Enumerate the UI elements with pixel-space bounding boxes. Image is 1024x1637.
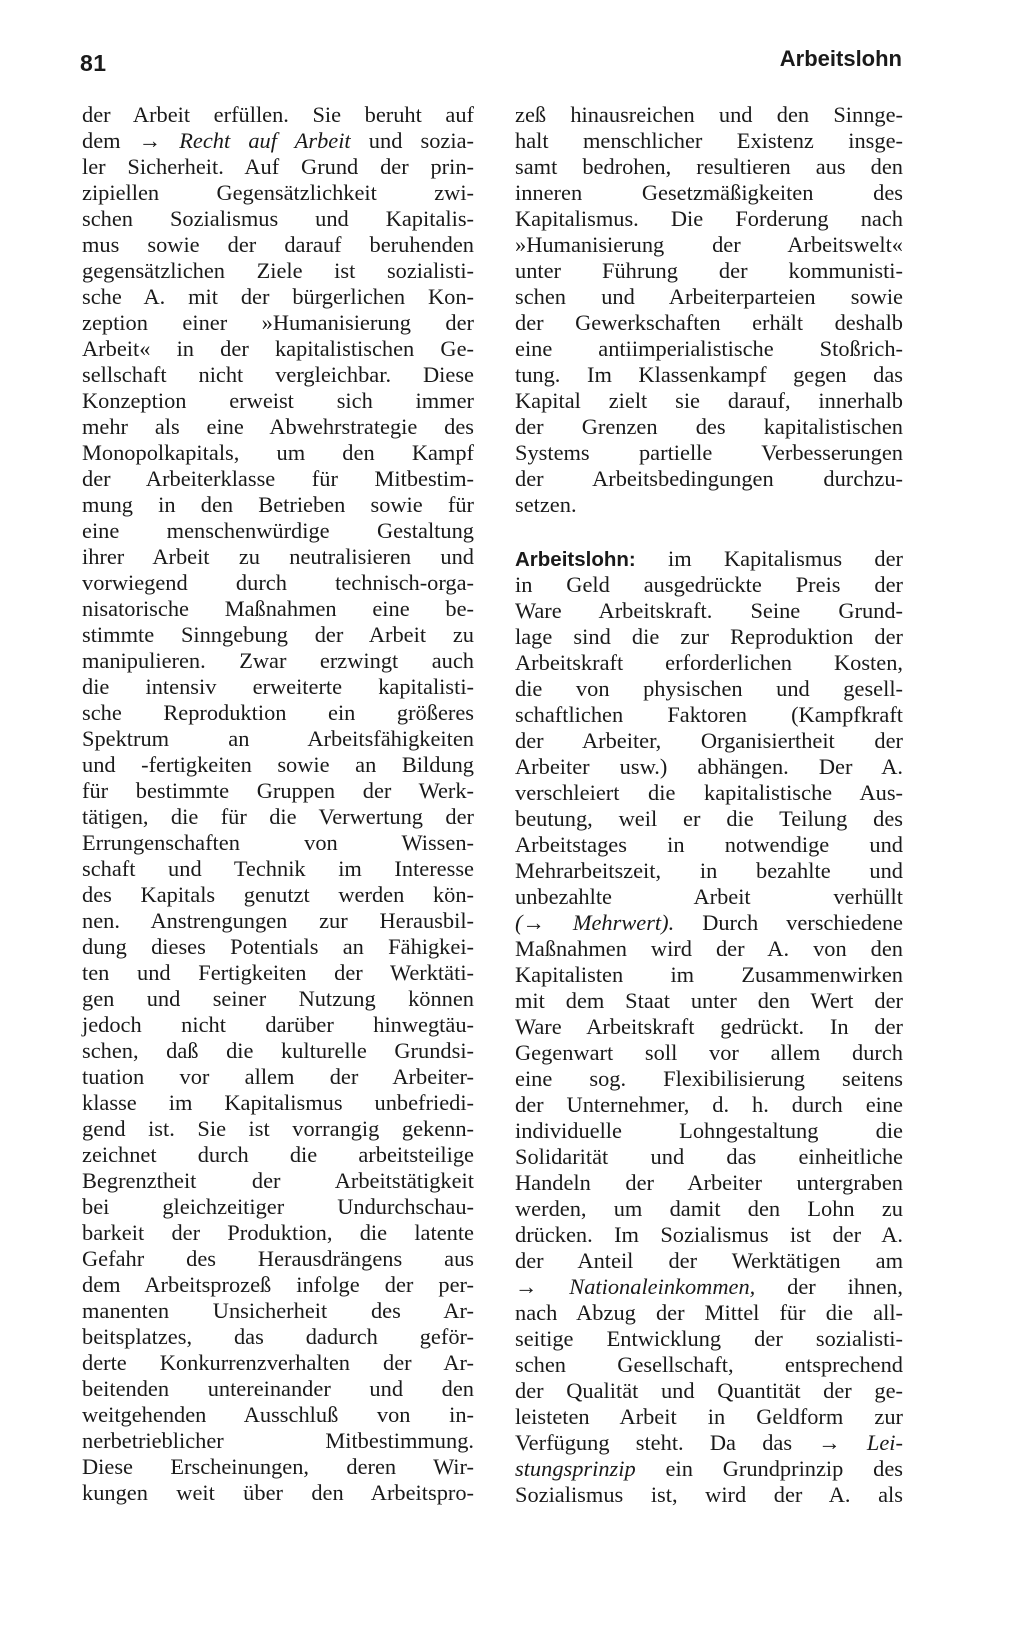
text-line: und -fertigkeiten sowie an Bildung: [82, 752, 474, 777]
text-line: Begrenztheit der Arbeitstätigkeit: [82, 1168, 474, 1193]
text-line: sche A. mit der bürgerlichen Kon-: [82, 284, 474, 309]
left-column: [82, 102, 474, 1506]
text-line: samt bedrohen, resultieren aus den: [515, 154, 903, 179]
text-line: Monopolkapitals, um den Kampf: [82, 440, 474, 465]
text-line: Arbeit« in der kapitalistischen Ge-: [82, 336, 474, 361]
text-line: jedoch nicht darüber hinwegtäu-: [82, 1012, 474, 1037]
text-line: »Humanisierung der Arbeitswelt«: [515, 232, 903, 257]
text-line: verschleiert die kapitalistische Aus-: [515, 780, 903, 805]
text-line: in Geld ausgedrückte Preis der: [515, 572, 903, 597]
text-line: Gegenwart soll vor allem durch: [515, 1040, 903, 1065]
text-line: beitsplatzes, das dadurch geför-: [82, 1324, 474, 1349]
text-line: nach Abzug der Mittel für die all-: [515, 1300, 903, 1325]
text-line: Arbeitstages in notwendige und: [515, 832, 903, 857]
text-line: sellschaft nicht vergleichbar. Diese: [82, 362, 474, 387]
text-line: die intensiv erweiterte kapitalisti-: [82, 674, 474, 699]
text-line: barkeit der Produktion, die latente: [82, 1220, 474, 1245]
text-line: seitige Entwicklung der sozialisti-: [515, 1326, 903, 1351]
cross-reference-leistungsprinzip[interactable]: → Lei-: [818, 1430, 903, 1455]
text-line: Kapitalisten im Zusammenwirken: [515, 962, 903, 987]
text-line: schen Gesellschaft, entsprechend: [515, 1352, 903, 1377]
text-line: beutung, weil er die Teilung des: [515, 806, 903, 831]
text-line: manipulieren. Zwar erzwingt auch: [82, 648, 474, 673]
text-line: eine antiimperialistische Stoßrich-: [515, 336, 903, 361]
text-line: Maßnahmen wird der A. von den: [515, 936, 903, 961]
text-line: mit dem Staat unter den Wert der: [515, 988, 903, 1013]
text-line: werden, um damit den Lohn zu: [515, 1196, 903, 1221]
text-line: Spektrum an Arbeitsfähigkeiten: [82, 726, 474, 751]
page-number: 81: [80, 50, 107, 76]
running-head: Arbeitslohn: [779, 46, 902, 71]
text-line: sche Reproduktion ein größeres: [82, 700, 474, 725]
text-line: lage sind die zur Reproduktion der: [515, 624, 903, 649]
text-line: die von physischen und gesell-: [515, 676, 903, 701]
text-line: nerbetrieblicher Mitbestimmung.: [82, 1428, 474, 1453]
text-line: zeß hinausreichen und den Sinnge-: [515, 102, 903, 127]
text-line: halt menschlicher Existenz insge-: [515, 128, 903, 153]
text-line: Verfügung steht. Da das → Lei-: [515, 1430, 903, 1455]
text-line: Errungenschaften von Wissen-: [82, 830, 474, 855]
text-line: des Kapitals genutzt werden kön-: [82, 882, 474, 907]
text-line: schaftlichen Faktoren (Kampfkraft: [515, 702, 903, 727]
text-line: der Qualität und Quantität der ge-: [515, 1378, 903, 1403]
text-line: schaft und Technik im Interesse: [82, 856, 474, 881]
text-line: nisatorische Maßnahmen eine be-: [82, 596, 474, 621]
text-line: derte Konkurrenzverhalten der Ar-: [82, 1350, 474, 1375]
text-line: weitgehenden Ausschluß von in-: [82, 1402, 474, 1427]
text-line: zeichnet durch die arbeitsteilige: [82, 1142, 474, 1167]
text-line: schen Sozialismus und Kapitalis-: [82, 206, 474, 231]
text-line: dem Arbeitsprozeß infolge der per-: [82, 1272, 474, 1297]
text-line: der Grenzen des kapitalistischen: [515, 414, 903, 439]
text-line: der Arbeitsbedingungen durchzu-: [515, 466, 903, 491]
cross-reference-leistungsprinzip-cont[interactable]: stungsprinzip: [515, 1456, 636, 1481]
text-line: vorwiegend durch technisch-orga-: [82, 570, 474, 595]
text-line: gen und seiner Nutzung können: [82, 986, 474, 1011]
text-line: der Arbeiter, Organisiertheit der: [515, 728, 903, 753]
cross-reference-mehrwert[interactable]: (→ Mehrwert).: [515, 910, 675, 935]
text-line: zipiellen Gegensätzlichkeit zwi-: [82, 180, 474, 205]
text-line: manenten Unsicherheit des Ar-: [82, 1298, 474, 1323]
entry-first-line: Arbeitslohn: im Kapitalismus der: [515, 546, 903, 571]
text-line: gegensätzlichen Ziele ist sozialisti-: [82, 258, 474, 283]
text-line: eine menschenwürdige Gestaltung: [82, 518, 474, 543]
text-line: mus sowie der darauf beruhenden: [82, 232, 474, 257]
text-line: bei gleichzeitiger Undurchschau-: [82, 1194, 474, 1219]
text-line: schen, daß die kulturelle Grundsi-: [82, 1038, 474, 1063]
text-line: Solidarität und das einheitliche: [515, 1144, 903, 1169]
right-column: [515, 102, 903, 1508]
text-line: tuation vor allem der Arbeiter-: [82, 1064, 474, 1089]
text-line: der Arbeiterklasse für Mitbestim-: [82, 466, 474, 491]
text-line: klasse im Kapitalismus unbefriedi-: [82, 1090, 474, 1115]
text-line: Gefahr des Herausdrängens aus: [82, 1246, 474, 1271]
text-line: der Arbeit erfüllen. Sie beruht auf: [82, 102, 474, 127]
text-line: Kapitalismus. Die Forderung nach: [515, 206, 903, 231]
text-line: dung dieses Potentials an Fähigkei-: [82, 934, 474, 959]
text-line: eine sog. Flexibilisierung seitens: [515, 1066, 903, 1091]
text-line: Diese Erscheinungen, deren Wir-: [82, 1454, 474, 1479]
text-line: zeption einer »Humanisierung der: [82, 310, 474, 335]
text-line: (→ Mehrwert). Durch verschiedene: [515, 910, 903, 935]
cross-reference-nationaleinkommen[interactable]: → Nationaleinkommen,: [515, 1274, 756, 1299]
text-line: tung. Im Klassenkampf gegen das: [515, 362, 903, 387]
text-line: setzen.: [515, 492, 577, 517]
text-line: Handeln der Arbeiter untergraben: [515, 1170, 903, 1195]
text-line: Konzeption erweist sich immer: [82, 388, 474, 413]
text-line: leisteten Arbeit in Geldform zur: [515, 1404, 903, 1429]
text-line: kungen weit über den Arbeitspro-: [82, 1480, 474, 1505]
text-line: Arbeiter usw.) abhängen. Der A.: [515, 754, 903, 779]
text-line: nen. Anstrengungen zur Herausbil-: [82, 908, 474, 933]
text-line: ler Sicherheit. Auf Grund der prin-: [82, 154, 474, 179]
text-line: stungsprinzip ein Grundprinzip des: [515, 1456, 903, 1481]
text-line: Systems partielle Verbesserungen: [515, 440, 903, 465]
text-line: → Nationaleinkommen, der ihnen,: [515, 1274, 903, 1299]
text-line: individuelle Lohngestaltung die: [515, 1118, 903, 1143]
cross-reference-recht-auf-arbeit[interactable]: → Recht auf Arbeit: [138, 128, 351, 153]
text-line: Sozialismus ist, wird der A. als: [515, 1482, 903, 1507]
text-line: der Unternehmer, d. h. durch eine: [515, 1092, 903, 1117]
text-line: Ware Arbeitskraft gedrückt. In der: [515, 1014, 903, 1039]
entry-keyword: Arbeitslohn:: [515, 548, 636, 571]
text-line: mung in den Betrieben sowie für: [82, 492, 474, 517]
text-line: Mehrarbeitszeit, in bezahlte und: [515, 858, 903, 883]
text-line: drücken. Im Sozialismus ist der A.: [515, 1222, 903, 1247]
text-line: gend ist. Sie ist vorrangig gekenn-: [82, 1116, 474, 1141]
text-line: inneren Gesetzmäßigkeiten des: [515, 180, 903, 205]
text-line: tätigen, die für die Verwertung der: [82, 804, 474, 829]
text-line: der Gewerkschaften erhält deshalb: [515, 310, 903, 335]
text-line: dem → Recht auf Arbeit und sozia-: [82, 128, 474, 153]
text-line: stimmte Sinngebung der Arbeit zu: [82, 622, 474, 647]
text-line: für bestimmte Gruppen der Werk-: [82, 778, 474, 803]
paragraph-gap: [515, 518, 903, 546]
text-line: Kapital zielt sie darauf, innerhalb: [515, 388, 903, 413]
text-line: schen und Arbeiterparteien sowie: [515, 284, 903, 309]
text-line: unter Führung der kommunisti-: [515, 258, 903, 283]
text-line: beitenden untereinander und den: [82, 1376, 474, 1401]
text-line: ten und Fertigkeiten der Werktäti-: [82, 960, 474, 985]
text-line: ihrer Arbeit zu neutralisieren und: [82, 544, 474, 569]
text-line: Arbeitskraft erforderlichen Kosten,: [515, 650, 903, 675]
text-line: Ware Arbeitskraft. Seine Grund-: [515, 598, 903, 623]
text-line: mehr als eine Abwehrstrategie des: [82, 414, 474, 439]
text-line: der Anteil der Werktätigen am: [515, 1248, 903, 1273]
text-line: unbezahlte Arbeit verhüllt: [515, 884, 903, 909]
